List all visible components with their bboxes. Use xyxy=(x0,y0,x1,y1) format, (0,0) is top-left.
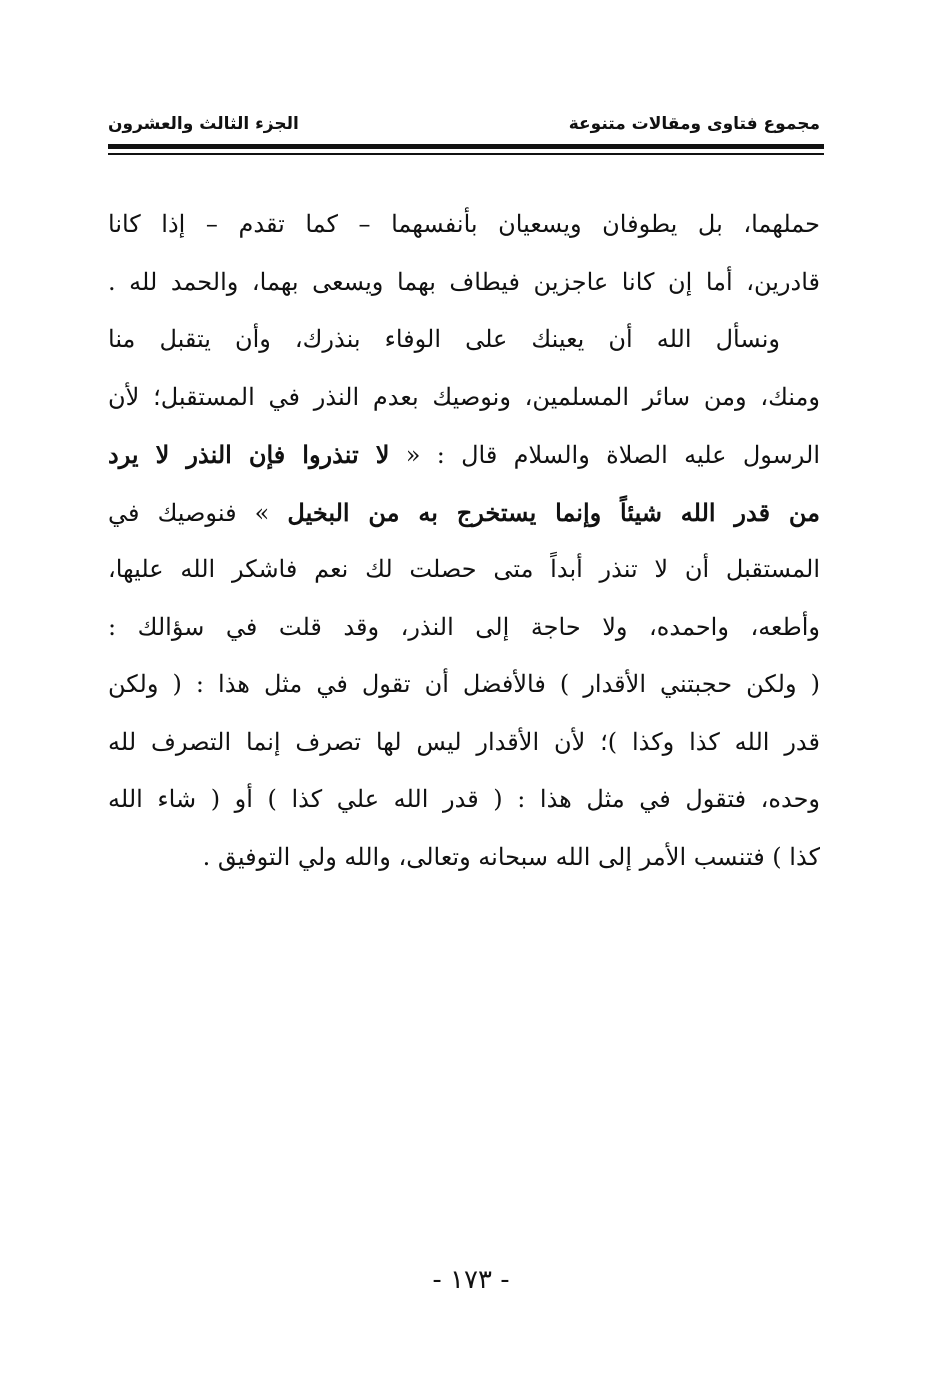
text-line: من قدر الله شيئاً وإنما يستخرج به من البخيل » فنوصيك في xyxy=(108,497,820,527)
text-line: حملهما، بل يطوفان ويسعيان بأنفسهما – كما تقدم – إذا كانا xyxy=(108,210,820,238)
text-line: قدر الله كذا وكذا )؛ لأن الأقدار ليس لها تصرف إنما التصرف لله xyxy=(108,727,820,756)
text-line: وأطعه، واحمده، ولا حاجة إلى النذر، وقد قلت في سؤالك : xyxy=(108,612,820,641)
text-line: الرسول عليه الصلاة والسلام قال : « لا تنذروا فإن النذر لا يرد xyxy=(108,440,820,469)
text-line: كذا ) فتنسب الأمر إلى الله سبحانه وتعالى، والله ولي التوفيق . xyxy=(202,842,820,871)
body-text xyxy=(108,196,820,886)
text-line: قادرين، أما إن كانا عاجزين فيطاف بهما ويسعى بهما، والحمد لله . xyxy=(108,267,820,296)
running-header xyxy=(108,106,820,142)
text-line: ونسأل الله أن يعينك على الوفاء بنذرك، وأن يتقبل منا xyxy=(108,325,780,353)
page-number: - ١٧٣ - xyxy=(432,1265,510,1295)
volume-label: الجزء الثالث والعشرون xyxy=(108,114,299,134)
text-line: المستقبل أن لا تنذر أبداً متى حصلت لك نعم فاشكر الله عليها، xyxy=(108,555,820,583)
text-line: وحده، فتقول في مثل هذا : ( قدر الله علي كذا ) أو ( شاء الله xyxy=(108,785,820,813)
hadith-quote: لا تنذروا فإن النذر لا يرد xyxy=(108,440,390,469)
book-title: مجموع فتاوى ومقالات متنوعة xyxy=(568,114,820,134)
text-line: ومنك، ومن سائر المسلمين، ونوصيك بعدم النذر في المستقبل؛ لأن xyxy=(108,382,820,411)
hadith-quote: من قدر الله شيئاً وإنما يستخرج به من البخيل xyxy=(287,497,820,527)
header-rule-thin xyxy=(108,153,824,155)
text-line: ( ولكن حجبتني الأقدار ) فالأفضل أن تقول في مثل هذا : ( ولكن xyxy=(108,670,820,698)
header-rule-thick xyxy=(108,144,824,149)
